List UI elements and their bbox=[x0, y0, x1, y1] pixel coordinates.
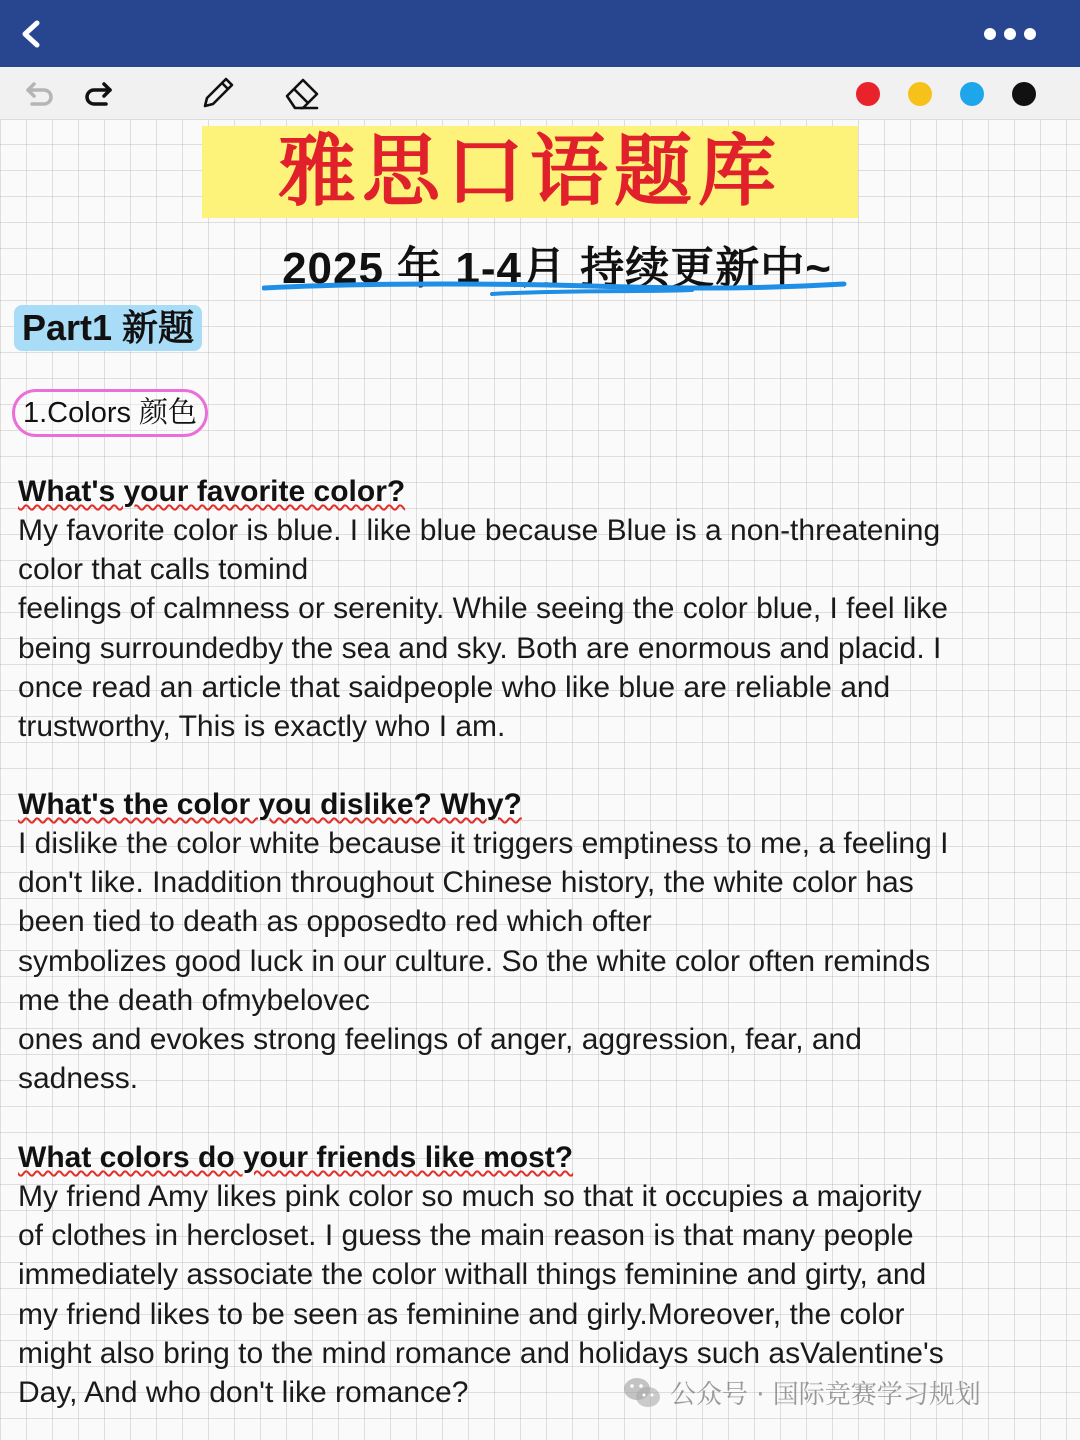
answer-line: might also bring to the mind romance and holidays such asValentine's bbox=[18, 1336, 944, 1370]
undo-button[interactable] bbox=[20, 74, 60, 112]
answer-line: me the death ofmybelovec bbox=[18, 983, 370, 1017]
answer-line: don't like. Inaddition throughout Chinese history, the white color has bbox=[18, 866, 914, 900]
answer-line: been tied to death as opposedto red which ofter bbox=[18, 905, 652, 939]
question: What's the color you dislike? Why? bbox=[18, 788, 522, 821]
answer-line: sadness. bbox=[18, 1062, 139, 1096]
answer-line: being surroundedby the sea and sky. Both are enormous and placid. I bbox=[18, 631, 942, 665]
more-options-button[interactable] bbox=[970, 0, 1050, 67]
pen-tool-button[interactable] bbox=[198, 74, 238, 112]
title-highlight bbox=[202, 126, 858, 218]
chevron-left-icon bbox=[15, 19, 45, 49]
answer-line: immediately associate the color withall things feminine and girty, and bbox=[18, 1258, 927, 1292]
wechat-icon bbox=[622, 1376, 662, 1410]
redo-icon bbox=[82, 78, 114, 108]
answer-line: ones and evokes strong feelings of anger, aggression, fear, and bbox=[18, 1023, 862, 1057]
color-swatch-blue[interactable] bbox=[960, 82, 984, 106]
blue-underline-stroke bbox=[262, 232, 852, 302]
answer-line: My friend Amy likes pink color so much so that it occupies a majority bbox=[18, 1180, 922, 1213]
more-dot bbox=[984, 28, 996, 40]
answer-line: My favorite color is blue. I like blue because Blue is a non-threatening bbox=[18, 514, 941, 547]
answer-line: my friend likes to be seen as feminine and girly.Moreover, the color bbox=[18, 1297, 905, 1331]
watermark bbox=[622, 1374, 981, 1411]
answer-line: of clothes in hercloset. I guess the main reason is that many people bbox=[18, 1219, 914, 1253]
qa-block bbox=[18, 1138, 1063, 1412]
color-swatch-black[interactable] bbox=[1012, 82, 1036, 106]
answer-line: symbolizes good luck in our culture. So the white color often reminds bbox=[18, 944, 931, 978]
pencil-icon bbox=[199, 74, 237, 112]
answer-line: I dislike the color white because it triggers emptiness to me, a feeling I bbox=[18, 827, 949, 860]
top-app-bar bbox=[0, 0, 1080, 67]
more-dot bbox=[1004, 28, 1016, 40]
eraser-icon bbox=[283, 74, 321, 112]
answer-line: feelings of calmness or serenity. While seeing the color blue, I feel like bbox=[18, 592, 948, 626]
topic-label: 1.Colors 颜色 bbox=[12, 389, 208, 437]
answer-line: once read an article that saidpeople who like blue are reliable and bbox=[18, 670, 891, 704]
answer-line: Day, And who don't like romance? bbox=[18, 1376, 469, 1410]
watermark-text: 公众号 · 国际竞赛学习规划 bbox=[670, 1380, 981, 1410]
undo-icon bbox=[24, 78, 56, 108]
page-title: 雅思口语题库 bbox=[277, 126, 782, 217]
redo-button[interactable] bbox=[78, 74, 118, 112]
qa-block bbox=[18, 472, 1063, 746]
part-label: Part1 新题 bbox=[14, 305, 202, 351]
answer-line: trustworthy, This is exactly who I am. bbox=[18, 710, 506, 744]
question: What colors do your friends like most? bbox=[18, 1141, 574, 1174]
more-dot bbox=[1024, 28, 1036, 40]
question: What's your favorite color? bbox=[18, 475, 406, 508]
eraser-tool-button[interactable] bbox=[282, 74, 322, 112]
answer-line: color that calls tomind bbox=[18, 553, 309, 587]
page-subtitle: 2025 年 1-4月 持续更新中~ bbox=[282, 244, 832, 293]
subtitle-block bbox=[262, 232, 852, 302]
color-swatch-yellow[interactable] bbox=[908, 82, 932, 106]
color-swatch-red[interactable] bbox=[856, 82, 880, 106]
qa-block bbox=[18, 785, 1063, 1098]
back-button[interactable] bbox=[0, 0, 60, 67]
